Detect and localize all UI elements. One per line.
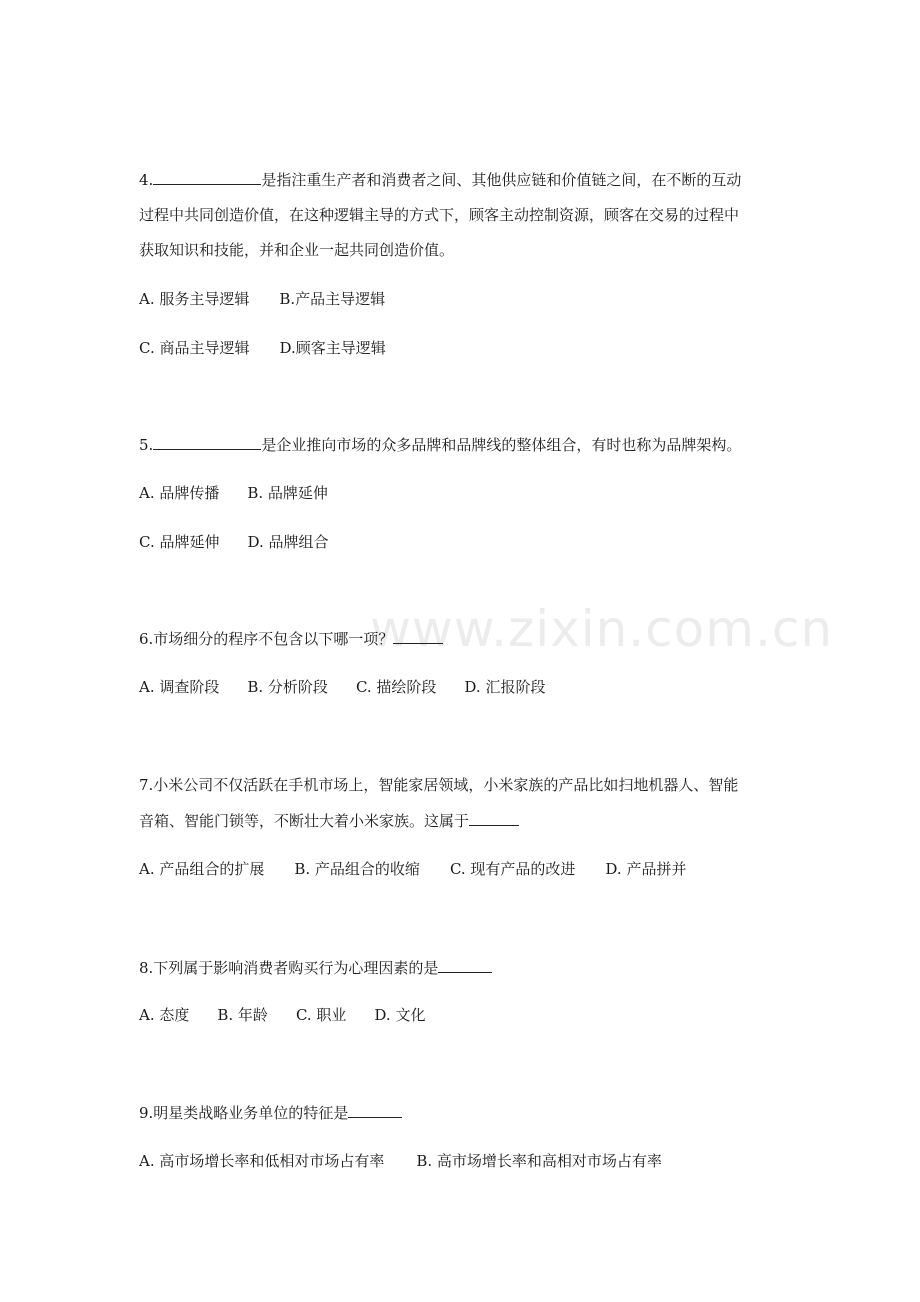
- answer-blank: [469, 810, 519, 826]
- question-text: 音箱、智能门锁等，不断壮大着小米家族。这属于: [139, 812, 470, 830]
- option-a: A. 产品组合的扩展: [139, 860, 265, 878]
- question-4-line-3: 获取知识和技能，并和企业一起共同创造价值。: [139, 241, 455, 259]
- option-b: B. 分析阶段: [247, 678, 328, 696]
- question-6-options: [139, 677, 545, 697]
- question-text: 9.明星类战略业务单位的特征是: [139, 1104, 349, 1122]
- option-c: C. 职业: [295, 1006, 347, 1024]
- option-c: C. 描绘阶段: [355, 678, 437, 696]
- option-b: B. 品牌延伸: [247, 484, 328, 502]
- question-5-options-row-2: [139, 532, 329, 552]
- option-b: B. 高市场增长率和高相对市场占有率: [416, 1152, 662, 1170]
- watermark: www.zixin.com.cn: [370, 600, 834, 658]
- question-7-line-1: 7.小米公司不仅活跃在手机市场上，智能家居领域，小米家族的产品比如扫地机器人、智能: [139, 776, 739, 794]
- question-8-line-1: [139, 957, 492, 978]
- answer-blank: [438, 957, 492, 973]
- option-a: A. 态度: [139, 1006, 190, 1024]
- option-d: D. 品牌组合: [247, 533, 329, 551]
- question-text: 6.市场细分的程序不包含以下哪一项？: [139, 630, 394, 648]
- option-d: D. 汇报阶段: [464, 678, 546, 696]
- option-c: C. 商品主导逻辑: [139, 339, 250, 357]
- question-text: 8.下列属于影响消费者购买行为心理因素的是: [139, 959, 439, 977]
- question-6-line-1: [139, 628, 443, 649]
- option-a: A. 服务主导逻辑: [139, 290, 250, 308]
- option-b: B. 产品组合的收缩: [294, 860, 420, 878]
- option-b: B. 年龄: [217, 1006, 268, 1024]
- answer-blank: [348, 1102, 402, 1118]
- question-9-line-1: [139, 1102, 402, 1123]
- question-4-line-2: 过程中共同创造价值，在这种逻辑主导的方式下，顾客主动控制资源，顾客在交易的过程中: [139, 206, 740, 224]
- option-a: A. 品牌传播: [139, 484, 220, 502]
- question-5-options-row-1: [139, 483, 328, 503]
- question-4-line-1: [139, 169, 741, 190]
- question-4-options-row-1: [139, 289, 385, 309]
- question-number: 4.: [139, 171, 154, 189]
- question-5-line-1: [139, 434, 741, 455]
- answer-blank: [393, 628, 443, 644]
- option-d: D. 文化: [374, 1006, 426, 1024]
- option-c: C. 品牌延伸: [139, 533, 220, 551]
- question-7-line-2: [139, 810, 519, 831]
- question-9-options: [139, 1151, 662, 1171]
- answer-blank: [153, 169, 261, 185]
- answer-blank: [153, 434, 261, 450]
- option-b: B.产品主导逻辑: [279, 290, 386, 308]
- option-d: D.顾客主导逻辑: [279, 339, 386, 357]
- question-8-options: [139, 1005, 425, 1025]
- option-a: A. 调查阶段: [139, 678, 220, 696]
- question-4-options-row-2: [139, 338, 386, 358]
- option-a: A. 高市场增长率和低相对市场占有率: [139, 1152, 385, 1170]
- question-text: 是企业推向市场的众多品牌和品牌线的整体组合，有时也称为品牌架构。: [261, 436, 742, 454]
- option-c: C. 现有产品的改进: [449, 860, 576, 878]
- question-number: 5.: [139, 436, 154, 454]
- question-7-options: [139, 859, 686, 879]
- question-text: 是指注重生产者和消费者之间、其他供应链和价值链之间，在不断的互动: [261, 171, 742, 189]
- option-d: D. 产品拼并: [605, 860, 687, 878]
